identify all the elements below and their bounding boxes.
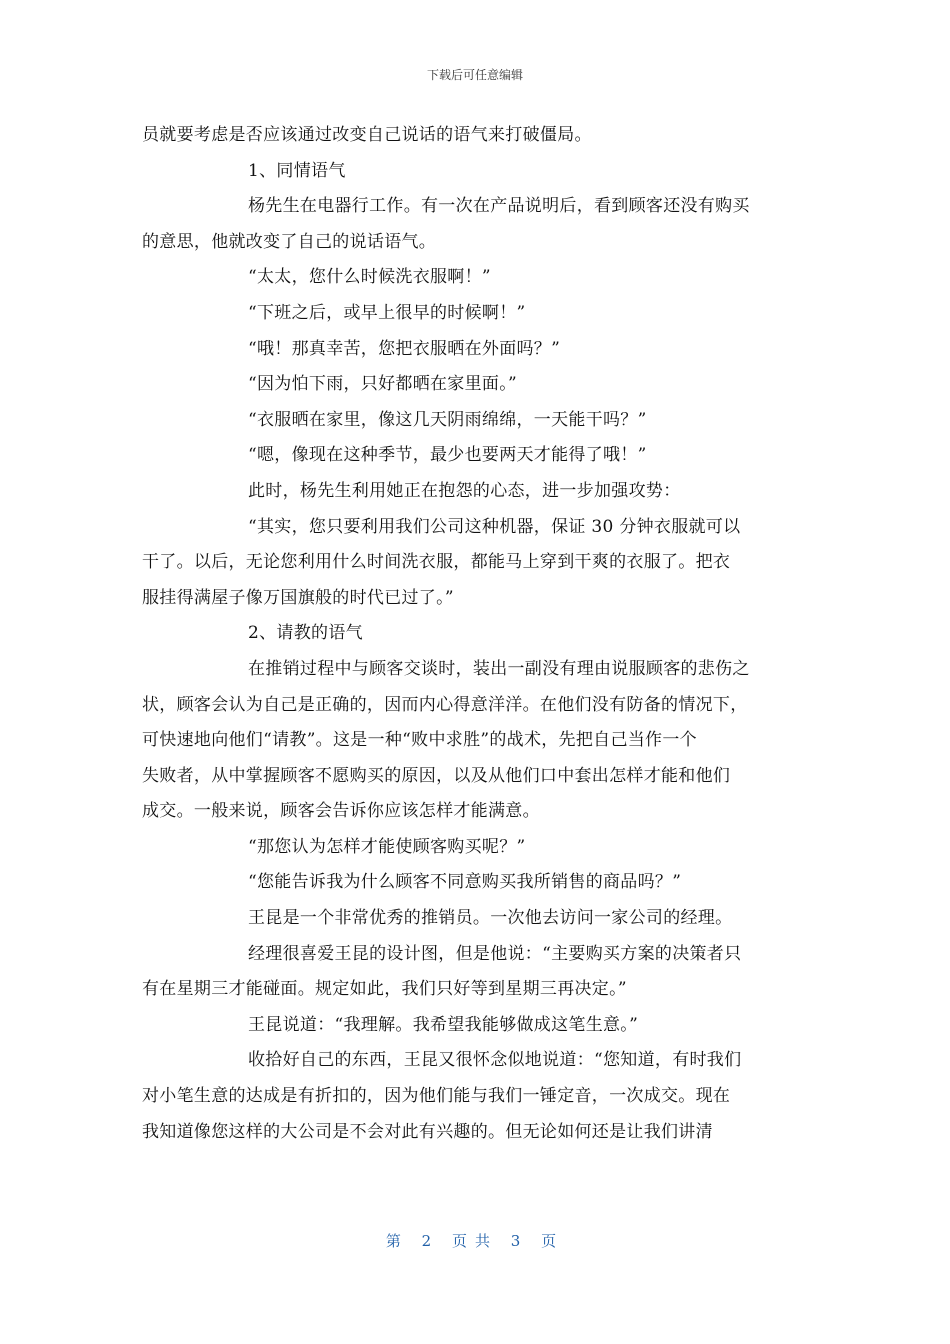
paragraph-line: 干了。以后，无论您利用什么时间洗衣服，都能马上穿到干爽的衣服了。把衣 (142, 552, 731, 573)
paragraph-line: 状，顾客会认为自己是正确的，因而内心得意洋洋。在他们没有防备的情况下， (142, 694, 748, 715)
dialogue-line: “哦！那真幸苦，您把衣服晒在外面吗？” (248, 338, 561, 359)
paragraph-line: 对小笔生意的达成是有折扣的，因为他们能与我们一锤定音，一次成交。现在 (142, 1086, 731, 1107)
paragraph-line: 可快速地向他们“请教”。这是一种“败中求胜”的战术，先把自己当作一个 (142, 730, 697, 751)
paragraph-line: 的意思，他就改变了自己的说话语气。 (142, 231, 437, 252)
paragraph-line: 杨先生在电器行工作。有一次在产品说明后，看到顾客还没有购买 (248, 196, 750, 217)
section-heading: 2、请教的语气 (248, 623, 363, 644)
dialogue-line: “太太，您什么时候洗衣服啊！” (248, 267, 491, 288)
dialogue-line: “嗯，像现在这种季节，最少也要两天才能得了哦！” (248, 445, 647, 466)
dialogue-line: “您能告诉我为什么顾客不同意购买我所销售的商品吗？” (248, 872, 682, 893)
paragraph-line: 在推销过程中与顾客交谈时，装出一副没有理由说服顾客的悲伤之 (248, 658, 750, 679)
paragraph-line: 失败者，从中掌握顾客不愿购买的原因，以及从他们口中套出怎样才能和他们 (142, 765, 731, 786)
dialogue-line: “那您认为怎样才能使顾客购买呢？” (248, 836, 526, 857)
paragraph-line: 服挂得满屋子像万国旗般的时代已过了。” (142, 587, 454, 608)
document-body (142, 118, 808, 1150)
paragraph-line: 员就要考虑是否应该通过改变自己说话的语气来打破僵局。 (142, 125, 592, 145)
paragraph-line: 经理很喜爱王昆的设计图，但是他说：“主要购买方案的决策者只 (248, 943, 742, 964)
page-header: 下载后可任意编辑 (426, 68, 523, 82)
paragraph-line: 王昆说道：“我理解。我希望我能够做成这笔生意。” (248, 1014, 639, 1035)
page-footer: 第 2 页共 3 页 (385, 1232, 565, 1250)
paragraph-line: 我知道像您这样的大公司是不会对此有兴趣的。但无论如何还是让我们讲清 (142, 1121, 713, 1142)
dialogue-line: “衣服晒在家里，像这几天阴雨绵绵，一天能干吗？” (248, 409, 647, 430)
paragraph-line: 有在星期三才能碰面。规定如此，我们只好等到星期三再决定。” (142, 979, 627, 1000)
paragraph-line: 收拾好自己的东西，王昆又很怀念似地说道：“您知道，有时我们 (248, 1050, 742, 1071)
dialogue-line: “下班之后，或早上很早的时候啊！” (248, 302, 526, 323)
paragraph-line: 此时，杨先生利用她正在抱怨的心态，进一步加强攻势： (248, 480, 681, 501)
dialogue-line: “其实，您只要利用我们公司这种机器，保证 30 分钟衣服就可以 (248, 516, 741, 537)
dialogue-line: “因为怕下雨，只好都晒在家里面。” (248, 374, 517, 395)
paragraph-line: 成交。一般来说，顾客会告诉你应该怎样才能满意。 (142, 801, 540, 822)
section-heading: 1、同情语气 (248, 160, 346, 181)
paragraph-line: 王昆是一个非常优秀的推销员。一次他去访问一家公司的经理。 (248, 908, 733, 929)
